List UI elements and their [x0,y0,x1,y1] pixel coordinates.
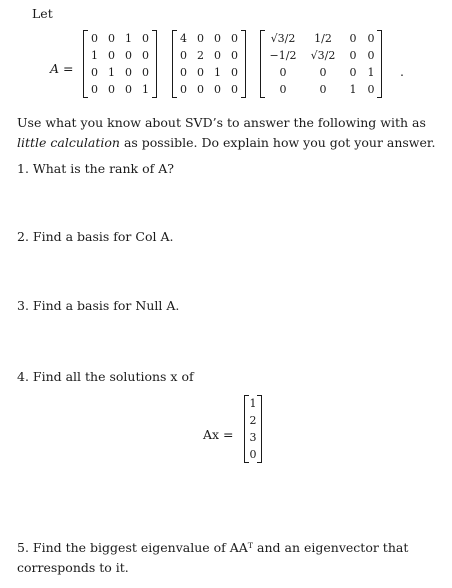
matrix-u-entry: 1 [108,66,115,79]
rhs-vector-entry: 1 [249,397,257,410]
rhs-vector-entry: 2 [249,414,257,427]
question-4: 4. Find all the solutions x of [17,369,194,384]
matrix-sigma-entry: 0 [197,83,204,96]
matrix-sigma [175,30,243,98]
matrix-u-entry: 0 [108,32,115,45]
question-3: 3. Find a basis for Null A. [17,298,180,313]
question-5: 5. Find the biggest eigenvalue of AAᵀ and an eigenvector that corresponds to it. [17,540,409,575]
matrix-sigma-entry: 0 [231,49,238,62]
matrix-vt-entry: 0 [319,83,327,96]
rhs-vector-entry: 0 [249,448,257,461]
matrix-u [86,30,154,98]
trailing-period: . [400,64,404,79]
equation-label: Ax = [203,427,234,442]
matrix-u-entry: 0 [125,66,132,79]
matrix-u-entry: 0 [108,83,115,96]
matrix-sigma-entry: 0 [180,83,187,96]
matrix-u-entry: 0 [142,66,149,79]
matrix-sigma-entry: 0 [214,83,221,96]
question-1: 1. What is the rank of A? [17,161,174,176]
matrix-sigma-entry: 0 [214,32,221,45]
matrix-vt-entry: 1 [349,83,357,96]
matrix-vt [263,30,379,98]
matrix-vt-entry: −1/2 [269,49,297,62]
question-2: 2. Find a basis for Col A. [17,229,174,244]
matrix-a-label: A = [50,61,74,76]
matrix-u-entry: 1 [125,32,132,45]
matrix-sigma-entry: 0 [180,66,187,79]
matrix-sigma-entry: 4 [180,32,187,45]
matrix-vt-entry: 0 [349,32,357,45]
matrix-vt-entry: 0 [319,66,327,79]
matrix-u-entry: 0 [91,32,98,45]
matrix-vt-entry: 1/2 [314,32,332,45]
matrix-sigma-entry: 0 [197,32,204,45]
matrix-u-entry: 0 [142,49,149,62]
matrix-u-entry: 0 [91,83,98,96]
rhs-vector [247,395,259,463]
instructions-text: Use what you know about SVD’s to answer the following with as [17,115,426,130]
matrix-u-entry: 0 [91,66,98,79]
matrix-sigma-entry: 1 [214,66,221,79]
matrix-u-entry: 0 [108,49,115,62]
matrix-sigma-entry: 0 [231,66,238,79]
matrix-vt-entry: 0 [349,66,357,79]
matrix-u-entry: 1 [142,83,149,96]
matrix-vt-entry: 0 [279,66,287,79]
matrix-sigma-entry: 0 [231,83,238,96]
matrix-sigma-entry: 0 [180,49,187,62]
matrix-sigma-entry: 0 [231,32,238,45]
let-text: Let [32,6,53,21]
matrix-vt-entry: 1 [367,66,375,79]
matrix-vt-entry: 0 [367,32,375,45]
matrix-vt-entry: 0 [367,49,375,62]
matrix-sigma-entry: 2 [197,49,204,62]
matrix-vt-entry: 0 [367,83,375,96]
instructions-emphasis: little calculation [17,135,120,150]
matrix-u-entry: 0 [125,49,132,62]
matrix-sigma-entry: 0 [214,49,221,62]
matrix-u-entry: 0 [142,32,149,45]
matrix-u-entry: 1 [91,49,98,62]
instructions-text-end: as possible. Do explain how you got your answer. [119,135,436,150]
instructions-paragraph [17,113,437,153]
matrix-vt-entry: 0 [279,83,287,96]
matrix-vt-entry: √3/2 [270,32,296,45]
matrix-sigma-entry: 0 [197,66,204,79]
rhs-vector-entry: 3 [249,431,257,444]
matrix-vt-entry: √3/2 [310,49,336,62]
matrix-u-entry: 0 [125,83,132,96]
matrix-vt-entry: 0 [349,49,357,62]
